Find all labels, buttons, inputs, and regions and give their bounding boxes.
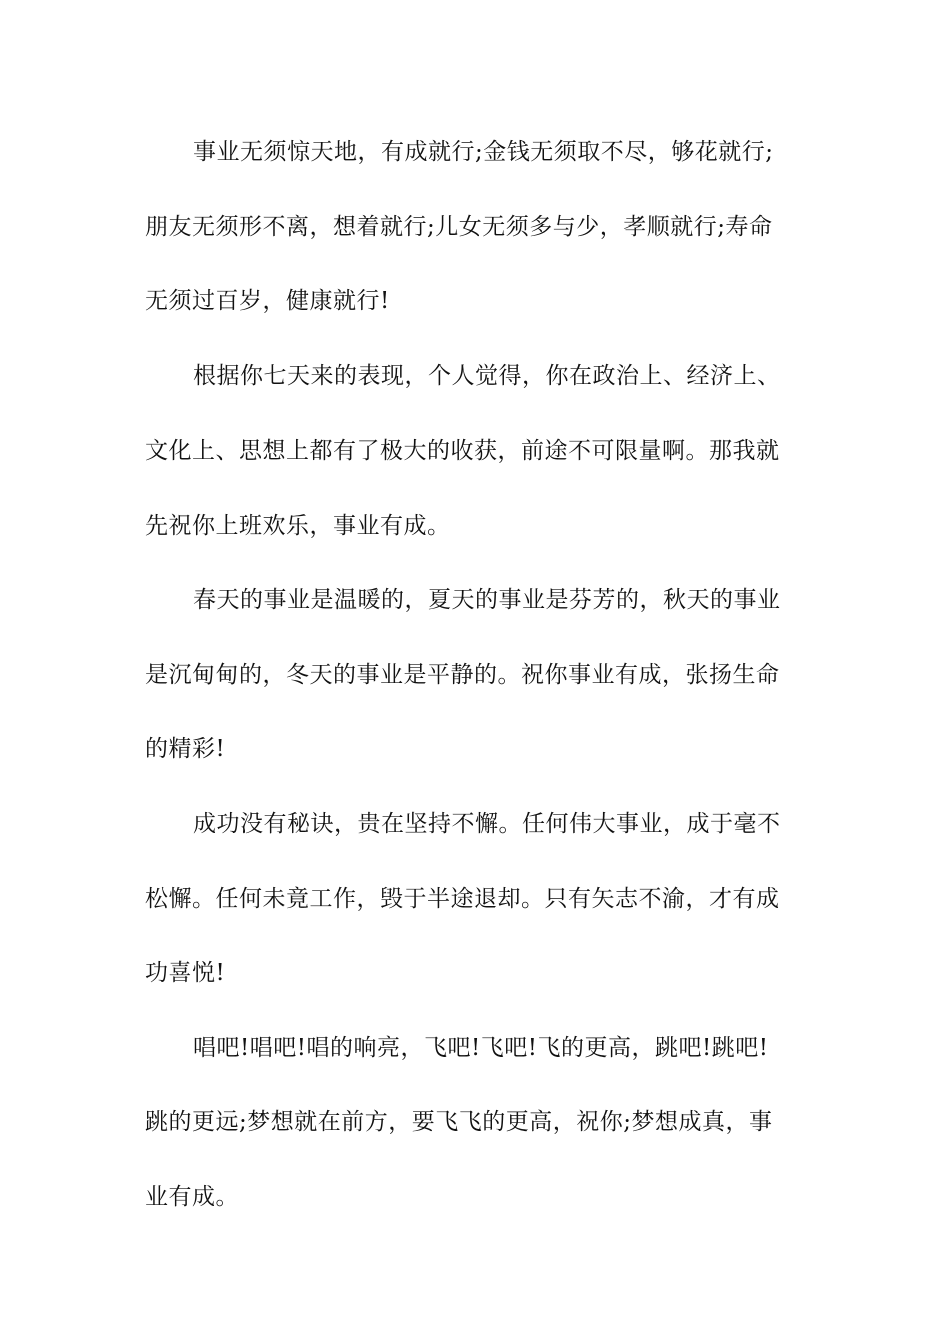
- paragraph-3-line-1: 春天的事业是温暖的，夏天的事业是芬芳的，秋天的事业: [193, 587, 781, 613]
- paragraph-1-line-1: 事业无须惊天地，有成就行;金钱无须取不尽，够花就行;: [193, 139, 774, 165]
- paragraph-2-line-2: 文化上、思想上都有了极大的收获，前途不可限量啊。那我就: [145, 438, 780, 464]
- paragraph-5-line-2: 跳的更远;梦想就在前方，要飞飞的更高，祝你;梦想成真，事: [145, 1109, 773, 1135]
- paragraph-2-line-3: 先祝你上班欢乐，事业有成。: [145, 513, 451, 539]
- paragraph-4-line-3: 功喜悦!: [145, 960, 226, 986]
- paragraph-2-line-1: 根据你七天来的表现，个人觉得，你在政治上、经济上、: [193, 363, 781, 389]
- paragraph-3-line-2: 是沉甸甸的，冬天的事业是平静的。祝你事业有成，张扬生命: [145, 662, 780, 688]
- paragraph-1-line-3: 无须过百岁，健康就行!: [145, 288, 390, 314]
- paragraph-5-line-3: 业有成。: [145, 1184, 239, 1210]
- paragraph-3-line-3: 的精彩!: [145, 736, 226, 762]
- paragraph-4-line-2: 松懈。任何未竟工作，毁于半途退却。只有矢志不渝，才有成: [145, 886, 780, 912]
- paragraph-1-line-2: 朋友无须形不离，想着就行;儿女无须多与少，孝顺就行;寿命: [145, 214, 773, 240]
- paragraph-4-line-1: 成功没有秘诀，贵在坚持不懈。任何伟大事业，成于毫不: [193, 811, 781, 837]
- paragraph-5-line-1: 唱吧!唱吧!唱的响亮，飞吧!飞吧!飞的更高，跳吧!跳吧!: [193, 1035, 769, 1061]
